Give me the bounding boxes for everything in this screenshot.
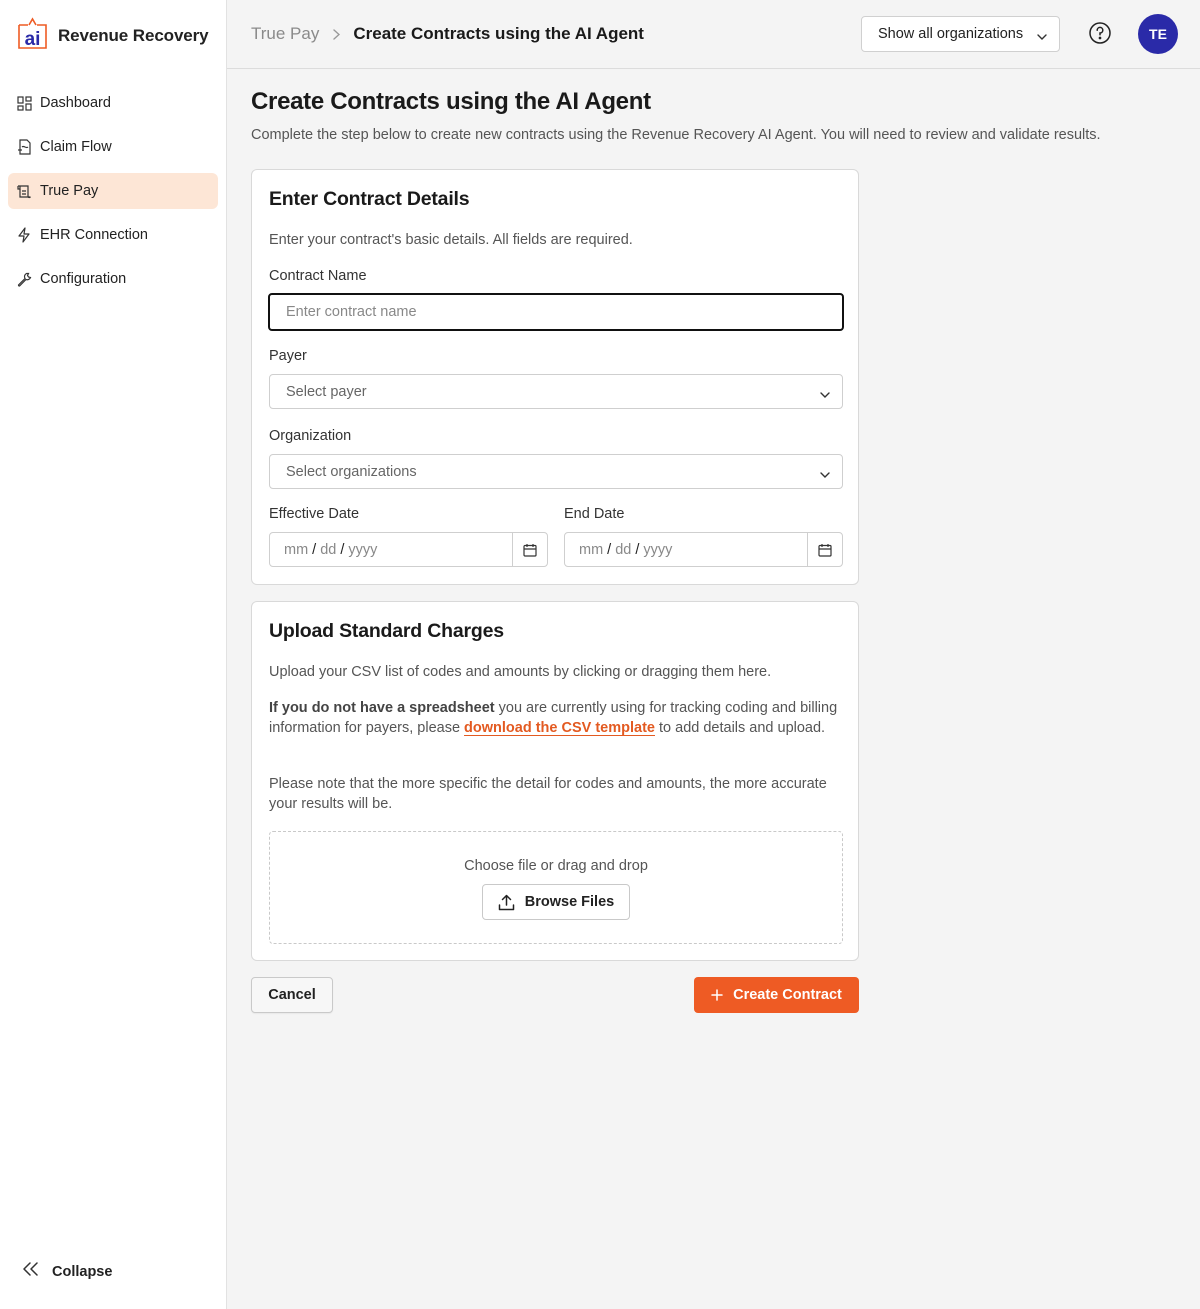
- accuracy-note: Please note that the more specific the detail for codes and amounts, the more accurate your results will be.: [269, 776, 827, 812]
- page-title: Create Contracts using the AI Agent: [251, 88, 651, 115]
- effective-date-placeholder: mm / dd / yyyy: [284, 541, 378, 558]
- sidebar-item-label: Claim Flow: [40, 139, 112, 155]
- organization-filter-value: Show all organizations: [878, 26, 1024, 42]
- wrench-icon: [16, 271, 32, 287]
- file-dropzone[interactable]: [269, 831, 843, 944]
- sidebar-item-label: Configuration: [40, 271, 127, 287]
- dropzone-text: Choose file or drag and drop: [464, 858, 648, 874]
- sidebar-item-ehr-connection[interactable]: [8, 217, 218, 253]
- sidebar-item-label: True Pay: [40, 183, 99, 199]
- organization-label: Organization: [269, 428, 352, 444]
- template-note-bold: If you do not have a spreadsheet: [269, 700, 495, 716]
- brand-logo-icon: [17, 16, 48, 50]
- lightning-icon: [16, 227, 32, 243]
- sidebar-item-claim-flow[interactable]: [8, 129, 218, 165]
- brand[interactable]: [17, 16, 209, 50]
- breadcrumb-parent-link[interactable]: True Pay: [251, 24, 320, 43]
- sidebar-item-label: Dashboard: [40, 95, 111, 111]
- breadcrumb-current: Create Contracts using the AI Agent: [353, 24, 644, 43]
- contract-details-description: Enter your contract's basic details. All fields are required.: [269, 232, 633, 248]
- upload-charges-title: Upload Standard Charges: [269, 620, 504, 642]
- brand-name: Revenue Recovery: [58, 26, 209, 45]
- contract-details-card: [251, 169, 859, 585]
- payer-select-placeholder: Select payer: [286, 383, 367, 400]
- sidebar: [0, 0, 227, 1309]
- effective-date-label: Effective Date: [269, 506, 360, 522]
- cancel-button[interactable]: Cancel: [251, 977, 333, 1013]
- contract-name-input[interactable]: [268, 293, 844, 331]
- sidebar-item-true-pay[interactable]: [8, 173, 218, 209]
- payer-select[interactable]: [269, 374, 843, 409]
- browse-files-label: Browse Files: [524, 894, 615, 910]
- collapse-button[interactable]: [22, 1262, 112, 1281]
- double-chevron-left-icon: [22, 1262, 40, 1281]
- sidebar-nav: [8, 85, 218, 305]
- chevron-down-icon: [820, 467, 830, 483]
- chevron-down-icon: [1037, 29, 1047, 45]
- sidebar-item-dashboard[interactable]: [8, 85, 218, 121]
- create-contract-label: Create Contract: [733, 987, 842, 1003]
- create-contract-button[interactable]: [694, 977, 859, 1013]
- contract-name-label: Contract Name: [269, 268, 367, 284]
- contract-details-title: Enter Contract Details: [269, 188, 470, 210]
- calendar-icon[interactable]: [512, 533, 547, 566]
- sidebar-item-label: EHR Connection: [40, 227, 148, 243]
- download-csv-template-link[interactable]: download the CSV template: [464, 720, 655, 736]
- payer-label: Payer: [269, 348, 307, 364]
- scroll-icon: [16, 183, 32, 199]
- organization-select-placeholder: Select organizations: [286, 463, 417, 480]
- organization-filter-select[interactable]: [861, 16, 1060, 52]
- upload-icon: [498, 894, 515, 911]
- effective-date-input[interactable]: [269, 532, 548, 567]
- sidebar-item-configuration[interactable]: [8, 261, 218, 297]
- page-subtitle: Complete the step below to create new contracts using the Revenue Recovery AI Agent. You will need to review and validate results.: [251, 127, 1101, 143]
- svg-text:ai: ai: [24, 29, 41, 50]
- plus-icon: [711, 989, 723, 1001]
- chevron-down-icon: [820, 387, 830, 403]
- breadcrumb: [251, 24, 644, 44]
- grid-icon: [16, 95, 32, 111]
- end-date-input[interactable]: [564, 532, 843, 567]
- calendar-icon[interactable]: [807, 533, 842, 566]
- document-flow-icon: [16, 139, 32, 155]
- help-icon[interactable]: [1088, 21, 1112, 45]
- organization-select[interactable]: [269, 454, 843, 489]
- end-date-label: End Date: [564, 506, 625, 522]
- collapse-label: Collapse: [52, 1263, 113, 1280]
- template-note: If you do not have a spreadsheet you are currently using for tracking coding and billing information for payers, please download the CSV template to add details and upload.: [269, 700, 838, 736]
- upload-charges-card: [251, 601, 859, 961]
- top-header: [227, 0, 1200, 69]
- chevron-right-icon: [333, 29, 340, 40]
- upload-description: Upload your CSV list of codes and amounts by clicking or dragging them here.: [269, 664, 772, 680]
- user-avatar[interactable]: TE: [1138, 14, 1178, 54]
- browse-files-button[interactable]: [482, 884, 630, 920]
- end-date-placeholder: mm / dd / yyyy: [579, 541, 673, 558]
